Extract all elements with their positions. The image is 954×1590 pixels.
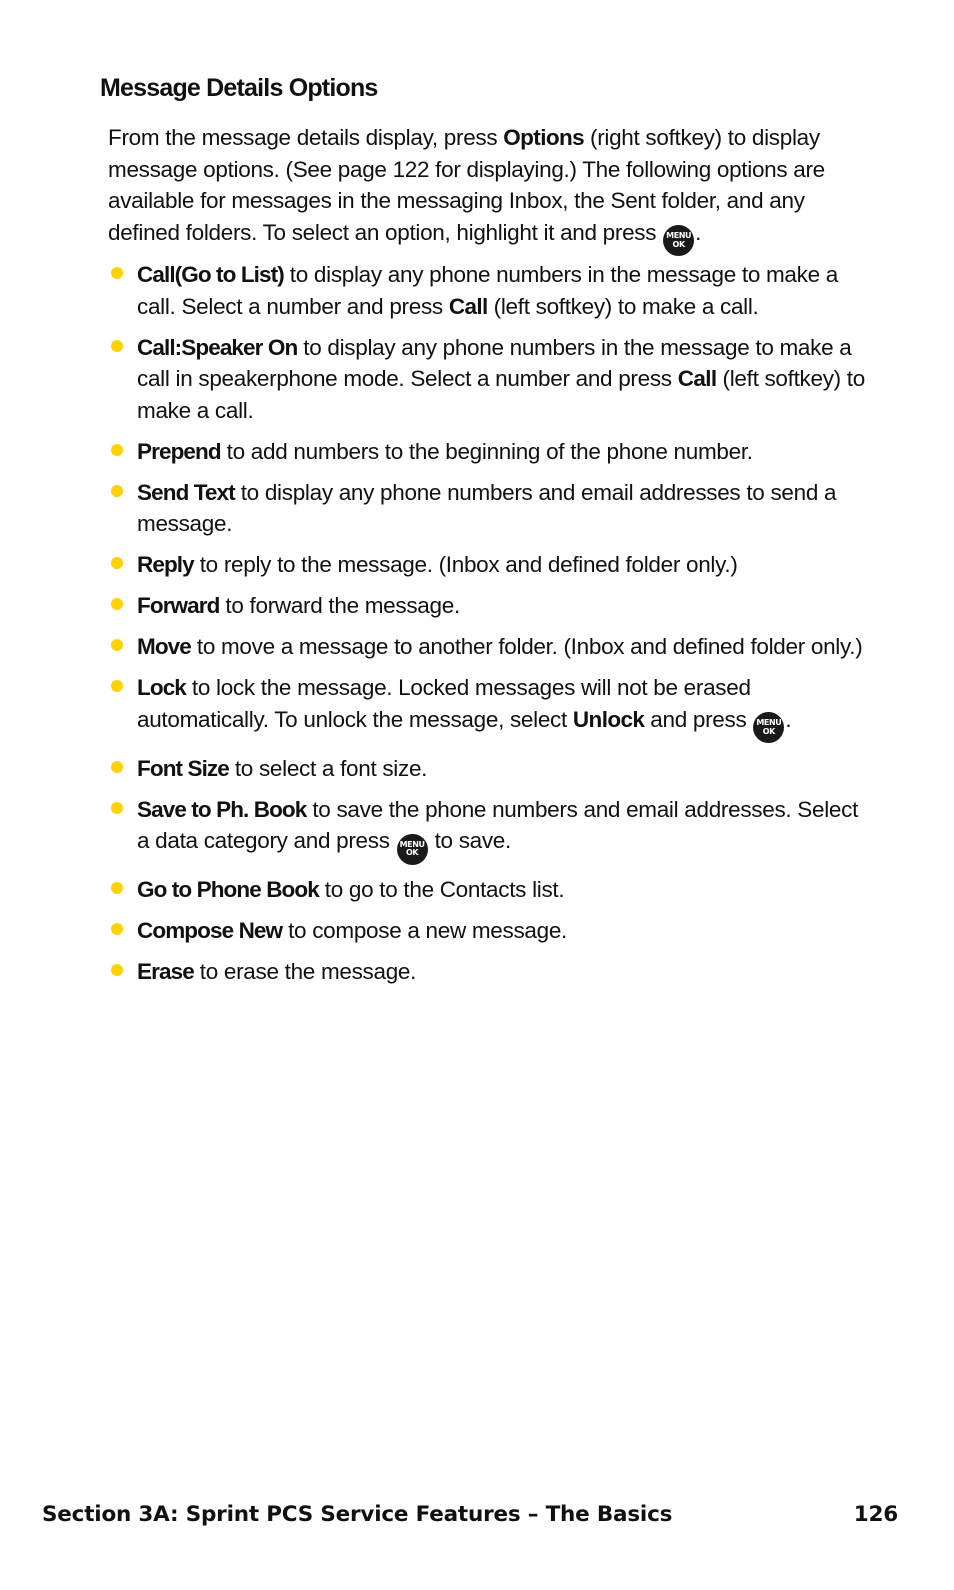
section-heading: Message Details Options [100,74,378,102]
option-desc: . [785,706,792,732]
option-item [108,549,868,581]
bullet-icon [111,680,123,692]
bullet-icon [111,882,123,894]
bullet-icon [111,557,123,569]
option-item [108,753,868,785]
icon-label: MENU [756,718,782,727]
unlock-keyword: Unlock [572,706,645,732]
option-term: Move [137,634,191,659]
menu-ok-key-icon [397,834,428,865]
icon-label: MENU [399,839,425,849]
icon-label: OK [762,726,775,736]
option-item [108,259,868,322]
footer-section-title: Section 3A: Sprint PCS Service Features – The Basics [42,1502,673,1527]
page-number: 126 [853,1502,898,1527]
intro-text: From the message details display, press [108,125,504,150]
menu-ok-key-icon [663,225,694,256]
menu-ok-key-icon [753,712,784,743]
option-term: Reply [137,552,194,577]
options-keyword: Options [503,125,585,150]
bullet-icon [111,340,123,352]
option-desc: to select a font size. [228,755,428,781]
bullet-icon [111,802,123,814]
option-item [108,794,868,865]
option-item [108,956,868,988]
option-term: Compose New [137,918,283,943]
option-item [108,915,868,947]
option-desc: to save. [428,828,511,853]
bullet-icon [111,598,123,610]
page-footer [42,1502,898,1527]
option-item [108,874,868,906]
bullet-icon [111,923,123,935]
option-term: Forward [137,593,220,618]
option-desc: to display any phone numbers and email addresses to send a message. [137,479,837,536]
option-desc: to move a message to another folder. (Inbox and defined folder only.) [190,634,863,659]
option-desc: to go to the Contacts list. [318,877,565,902]
icon-label: MENU [666,231,692,240]
option-term: Lock [137,675,186,700]
option-item [108,631,868,663]
option-term: Go to Phone Book [137,877,319,902]
option-term: Font Size [137,755,229,781]
option-desc: to save the phone numbers and email addresses. Select a data category and press [137,796,859,853]
bullet-icon [111,267,123,279]
option-desc: to display any phone numbers in the message to make a call in speakerphone mode. Select a number and press [137,334,852,391]
options-list [108,259,868,997]
bullet-icon [111,639,123,651]
option-item [108,590,868,622]
option-term: Prepend [137,438,221,464]
option-desc: to add numbers to the beginning of the phone number. [220,438,753,464]
option-term: Call(Go to List) [137,262,284,287]
option-desc: to forward the message. [219,593,460,618]
intro-text: (right softkey) to display message options. (See page 122 for displaying.) The following options are available for messages in the messaging Inbox, the Sent folder, and any defined folders. To select an option, highlight it and press [108,125,825,245]
option-desc: to display any phone numbers in the message to make a call. Select a number and press [137,262,838,319]
option-term: Send Text [137,479,235,505]
option-desc: to reply to the message. (Inbox and defined folder only.) [193,552,738,577]
call-keyword: Call [677,366,717,391]
bullet-icon [111,485,123,497]
option-term: Erase [137,959,194,984]
icon-label: OK [406,848,419,857]
option-item [108,332,868,427]
option-item [108,477,868,540]
intro-paragraph [108,122,878,256]
option-desc: and press [644,706,753,732]
option-desc: (left softkey) to make a call. [487,293,759,319]
option-desc: to lock the message. Locked messages will not be erased automatically. To unlock the message, select [137,675,751,732]
bullet-icon [111,761,123,773]
bullet-icon [111,444,123,456]
option-term: Call:Speaker On [137,334,298,360]
option-desc: to erase the message. [193,959,417,984]
intro-text: . [695,219,702,245]
option-item [108,436,868,468]
bullet-icon [111,964,123,976]
option-desc: to compose a new message. [282,918,567,943]
option-item [108,672,868,743]
call-keyword: Call [448,293,488,319]
icon-label: OK [672,239,685,249]
option-term: Save to Ph. Book [137,796,307,822]
option-desc: (left softkey) to make a call. [137,366,865,423]
